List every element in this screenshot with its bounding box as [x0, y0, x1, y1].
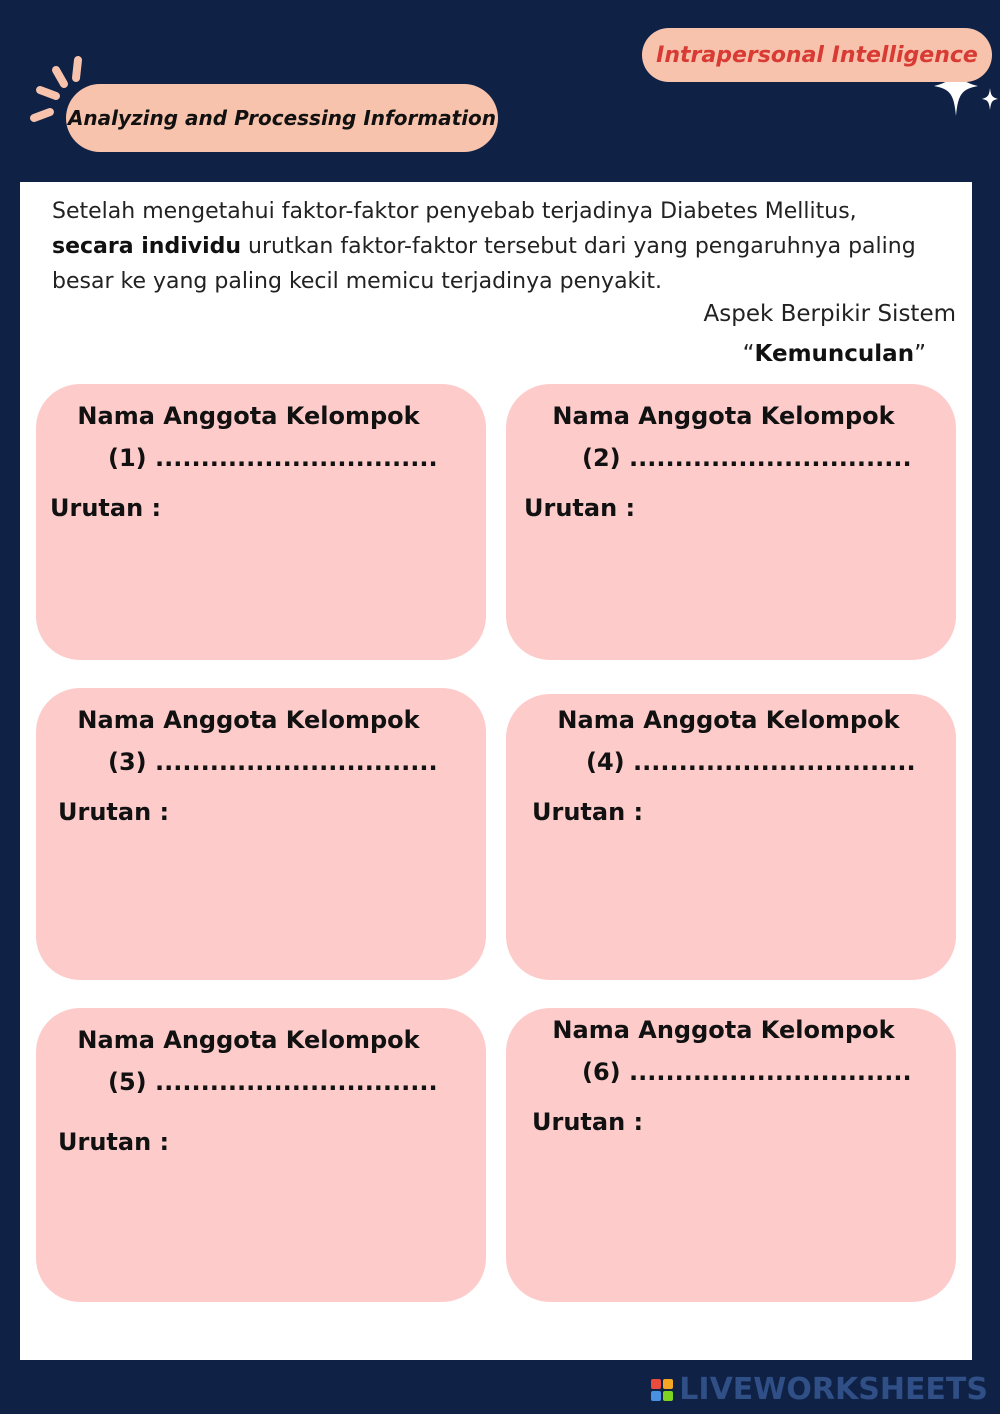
- member-card-5: [36, 1008, 486, 1302]
- logo-square-1: [651, 1379, 661, 1389]
- logo-square-2: [663, 1379, 673, 1389]
- instruction-text: [52, 194, 952, 299]
- card-title: Nama Anggota Kelompok: [77, 706, 420, 734]
- order-label: Urutan :: [524, 494, 636, 522]
- card-title: Nama Anggota Kelompok: [77, 1026, 420, 1054]
- instruction-part2: urutkan faktor-faktor tersebut dari yang pengaruhnya paling besar ke yang paling kecil memicu terjadinya penyakit.: [52, 234, 916, 294]
- card-title: Nama Anggota Kelompok: [557, 706, 900, 734]
- member-card-3: [36, 688, 486, 980]
- member-name-field[interactable]: (5) ...............................: [108, 1068, 438, 1096]
- worksheet-paper: [20, 182, 972, 1360]
- member-name-field[interactable]: (1) ...............................: [108, 444, 438, 472]
- aspect-line1: Aspek Berpikir Sistem: [703, 301, 956, 327]
- quote-close: ”: [914, 341, 926, 367]
- order-label: Urutan :: [50, 494, 162, 522]
- member-card-1: [36, 384, 486, 660]
- member-card-4: [506, 694, 956, 980]
- logo-square-3: [651, 1391, 661, 1401]
- badge-top-label: Intrapersonal Intelligence: [656, 42, 978, 68]
- logo-square-4: [663, 1391, 673, 1401]
- card-title: Nama Anggota Kelompok: [552, 402, 895, 430]
- badge-intrapersonal-intelligence: [642, 28, 992, 82]
- badge-analyzing-processing: [66, 84, 498, 152]
- member-name-field[interactable]: (2) ...............................: [582, 444, 912, 472]
- member-name-field[interactable]: (4) ...............................: [586, 748, 916, 776]
- order-label: Urutan :: [58, 1128, 170, 1156]
- instruction-bold: secara individu: [52, 234, 242, 259]
- card-title: Nama Anggota Kelompok: [552, 1016, 895, 1044]
- member-card-6: [506, 1008, 956, 1302]
- card-title: Nama Anggota Kelompok: [77, 402, 420, 430]
- order-label: Urutan :: [532, 798, 644, 826]
- quote-open: “: [742, 341, 755, 367]
- member-name-field[interactable]: (6) ...............................: [582, 1058, 912, 1086]
- instruction-part1: Setelah mengetahui faktor-faktor penyebab terjadinya Diabetes Mellitus,: [52, 199, 857, 224]
- liveworksheets-logo-icon: [651, 1379, 673, 1401]
- watermark-text: LIVEWORKSHEETS: [679, 1372, 988, 1407]
- order-label: Urutan :: [532, 1108, 644, 1136]
- member-card-2: [506, 384, 956, 660]
- badge-left-label: Analyzing and Processing Information: [67, 106, 497, 130]
- aspect-heading: [704, 294, 957, 374]
- aspect-keyword: Kemunculan: [754, 341, 915, 367]
- aspect-keyword-line: [704, 334, 957, 374]
- liveworksheets-watermark: [651, 1372, 988, 1407]
- order-label: Urutan :: [58, 798, 170, 826]
- member-name-field[interactable]: (3) ...............................: [108, 748, 438, 776]
